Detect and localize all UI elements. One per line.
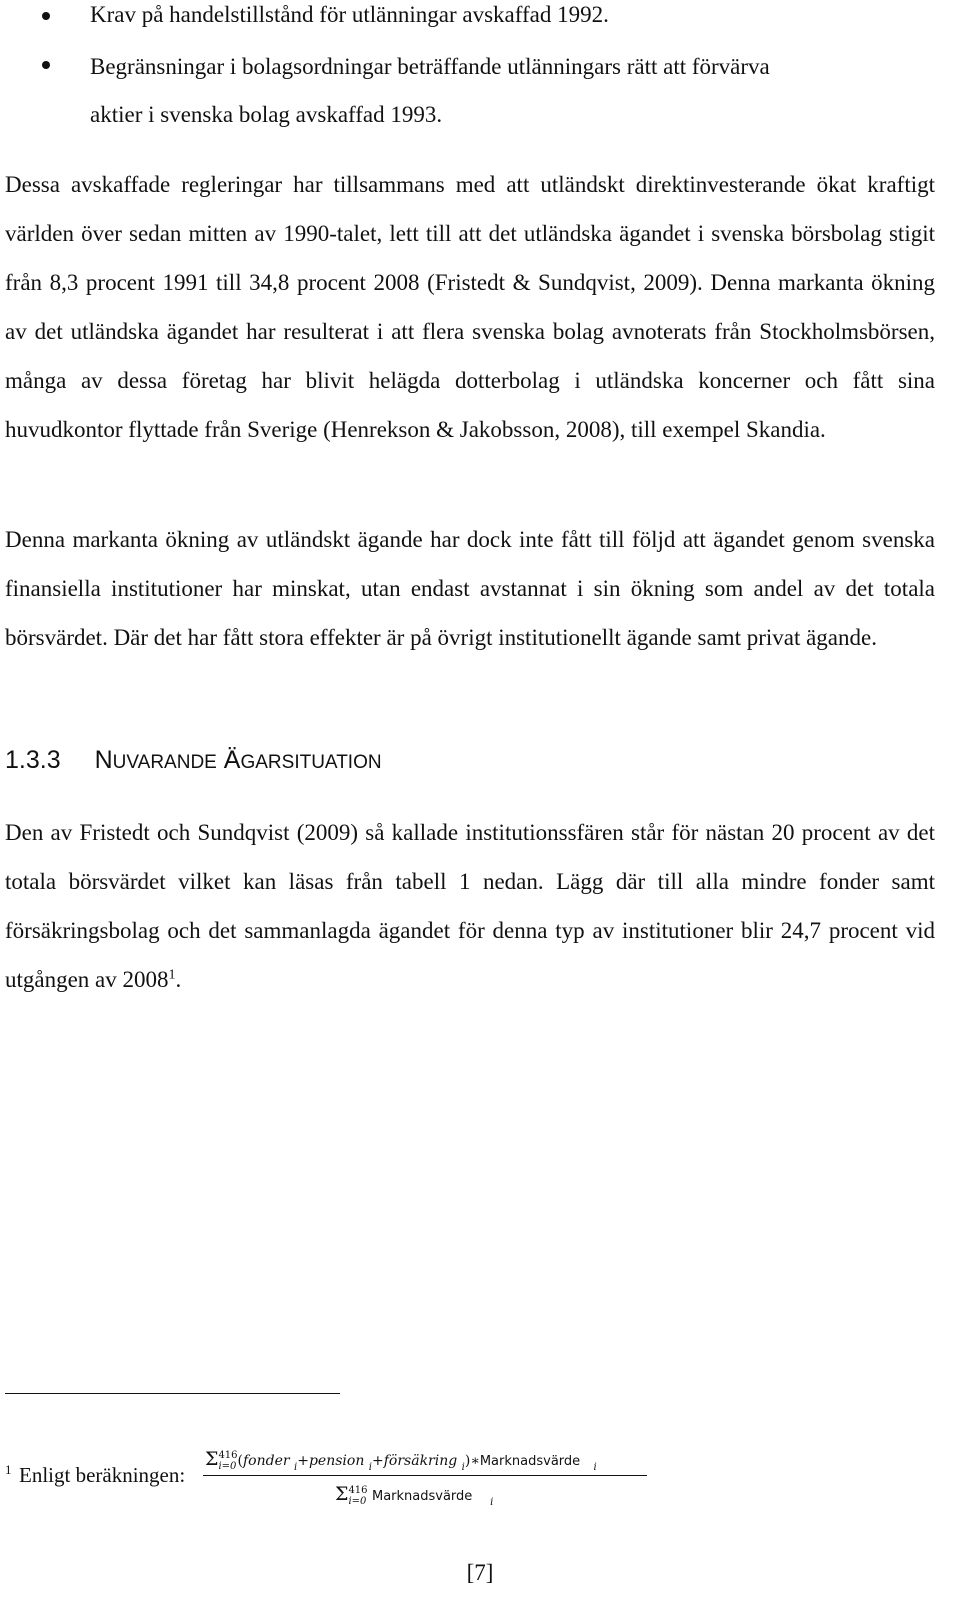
- fraction-bar: [203, 1475, 647, 1476]
- page-number: [7]: [466, 1560, 494, 1585]
- paragraph-text: Den av Fristedt och Sundqvist (2009) så kallade institutionssfären står för nästan 20 procent av det totala börsvärdet vilket kan läsas från tabell 1 nedan. Lägg där till alla mindre fonder samt försäkringsbolag och det sammanlagda ägandet för denna typ av institutioner blir 24,7 procent vid utgången av 2008: [5, 820, 935, 992]
- bullet-dot: [42, 61, 50, 69]
- formula-denominator: Σ416 i=0 Marknadsvärde $_i$: [335, 1483, 494, 1508]
- footnote: [5, 1440, 945, 1510]
- section-number: 1.3.3: [5, 746, 61, 774]
- formula-fraction: [203, 1440, 647, 1510]
- heading-text: GARSITUATION: [240, 752, 382, 773]
- footnote-reference[interactable]: 1: [168, 967, 176, 983]
- paragraph-end: .: [175, 967, 182, 992]
- bullet-item-2-line2: aktier i svenska bolag avskaffad 1993.: [90, 102, 443, 127]
- heading-text: UVARANDE: [112, 752, 217, 773]
- sum-symbol: Σ: [205, 1448, 219, 1470]
- paragraph: Dessa avskaffade regleringar har tillsammans med att utländskt direktinvesterande ökat kraftigt världen över sedan mitten av 1990-talet, lett till att det utländska ägandet i svenska börsbolag stigit från 8,3 procent 1991 till 34,8 procent 2008 (Fristedt & Sundqvist, 2009). Denna markanta ökning av det utländska ägandet har resulterat i att flera svenska bolag avnoterats från Stockholmsbörsen, många av dessa företag har blivit helägda dotterbolag i utländska koncerner och fått sina huvudkontor flyttade från Sverige (Henrekson & Jakobsson, 2008), till exempel Skandia.: [5, 172, 935, 442]
- paragraph: [5, 808, 935, 1004]
- paragraph: Denna markanta ökning av utländskt ägande har dock inte fått till följd att ägandet genom svenska finansiella institutioner har minskat, utan endast avstannat i sin ökning som andel av det totala börsvärdet. Där det har fått stora effekter är på övrigt institutionellt ägande samt privat ägande.: [5, 527, 935, 650]
- bullet-item-2-line1: Begränsningar i bolagsordningar beträffande utlänningars rätt att förvärva: [90, 54, 770, 79]
- sum-limits: 416 i=0: [348, 1485, 368, 1507]
- sum-limits: 416 i=0: [218, 1450, 238, 1472]
- formula-numerator: Σ416 i=0(fonder $_i$+pension $_i$+försäkring $_i$)∗Marknadsvärde $_i$: [205, 1448, 597, 1473]
- bullet-item-1: Krav på handelstillstånd för utlänningar avskaffad 1992.: [90, 2, 609, 27]
- footnote-mark: 1: [5, 1462, 12, 1477]
- footnote-label: Enligt beräkningen:: [19, 1463, 186, 1487]
- section-heading: [5, 737, 382, 786]
- heading-letter: Ä: [223, 746, 241, 774]
- sum-symbol: Σ: [335, 1483, 349, 1505]
- bullet-dot: [42, 12, 50, 20]
- heading-letter: N: [94, 746, 113, 774]
- footnote-divider: [5, 1393, 340, 1394]
